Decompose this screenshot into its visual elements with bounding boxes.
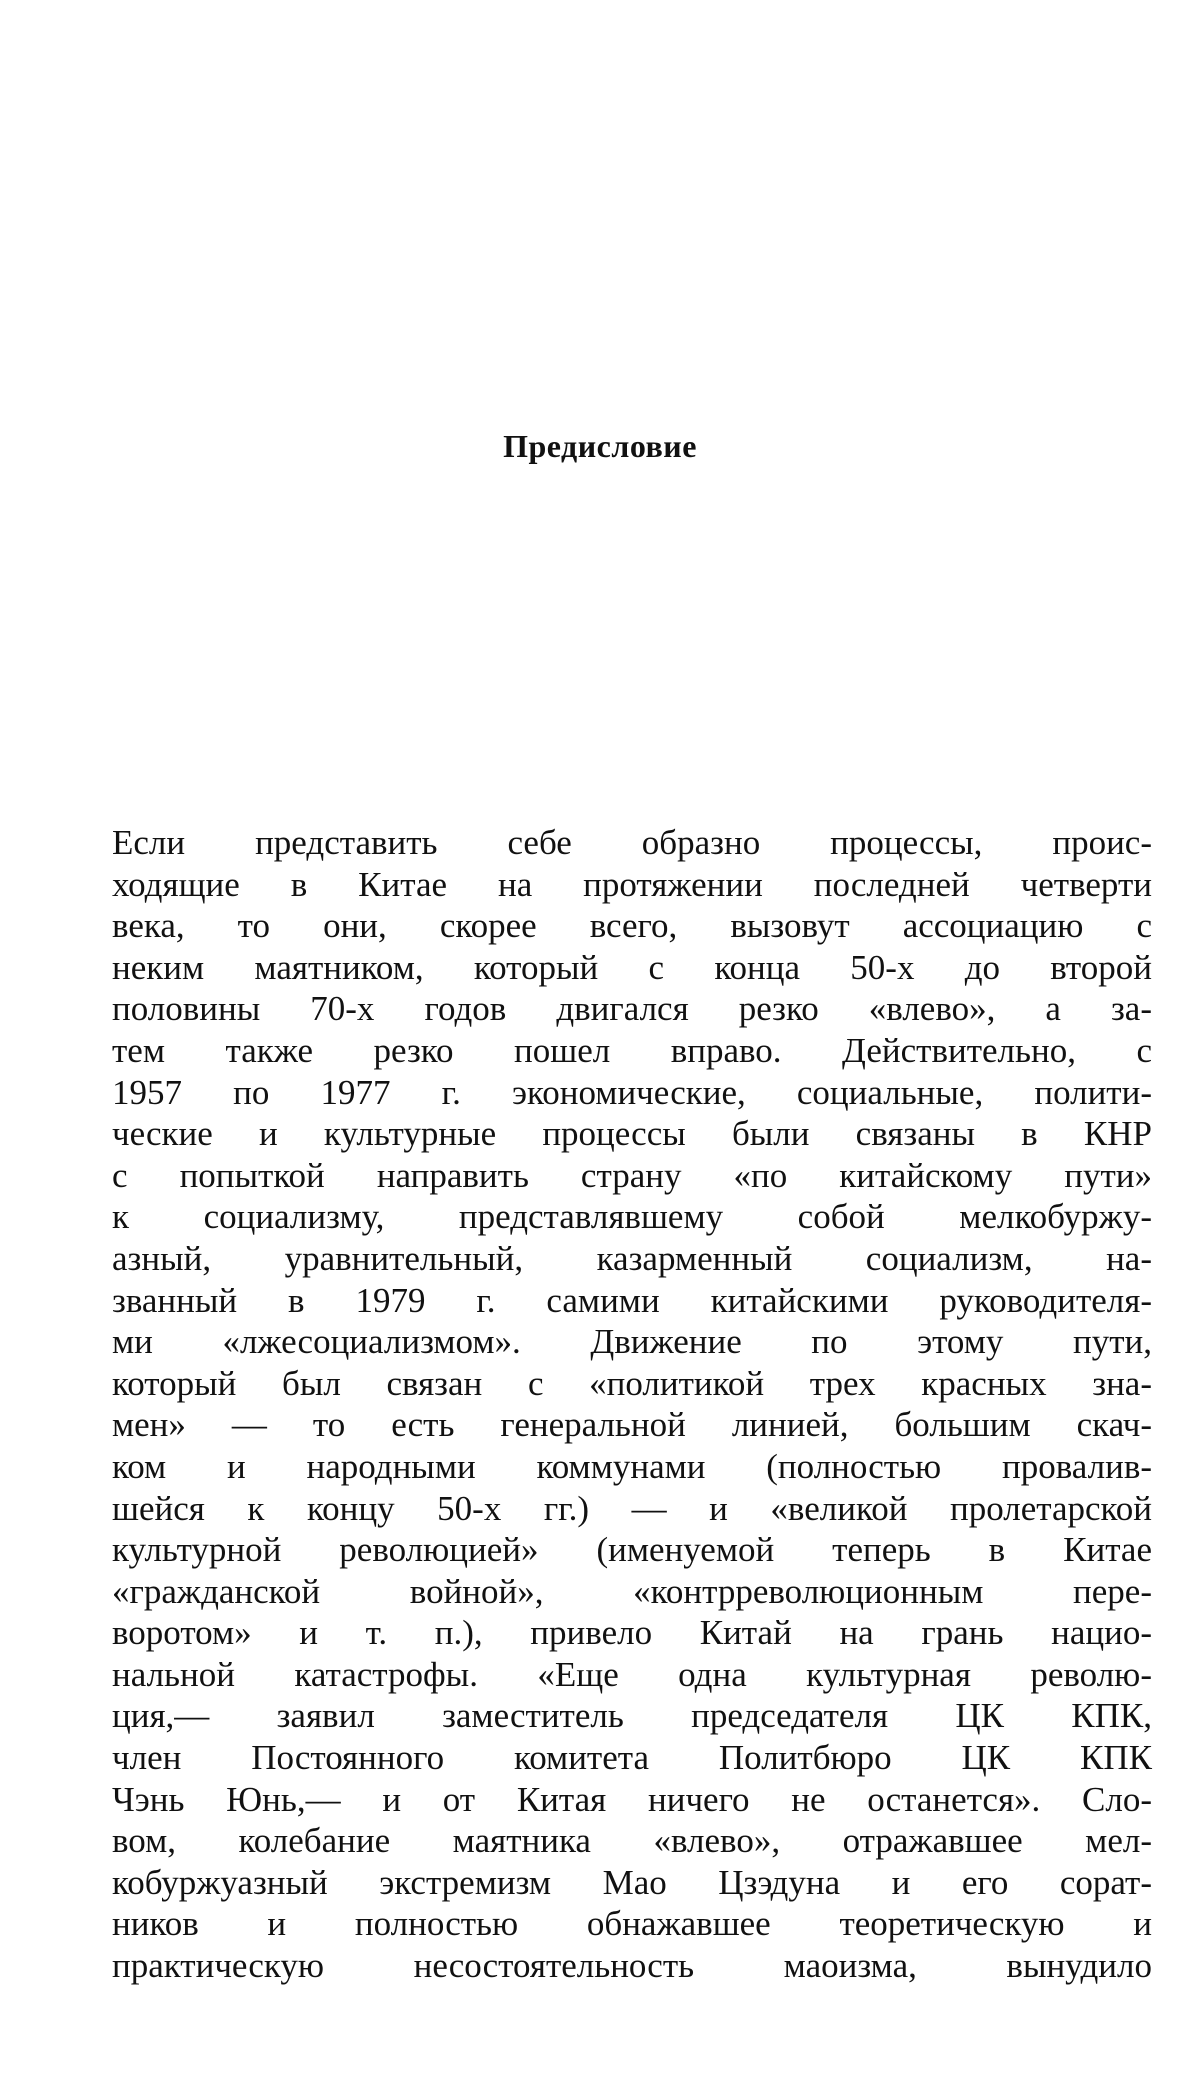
text-line: тем также резко пошел вправо. Действительно, с xyxy=(112,1030,1152,1070)
text-line: Если представить себе образно процессы, проис- xyxy=(112,823,1152,862)
text-line: неким маятником, который с конца 50-х до второй xyxy=(112,947,1152,987)
text-line: нальной катастрофы. «Еще одна культурная револю- xyxy=(112,1654,1152,1694)
text-line: века, то они, скорее всего, вызовут ассоциацию с xyxy=(112,906,1152,946)
page-title: Предисловие xyxy=(503,428,697,464)
text-line: «гражданской войной», «контрреволюционным пере- xyxy=(112,1571,1152,1611)
text-line: ком и народными коммунами (полностью провалив- xyxy=(112,1446,1152,1486)
text-line: ция,— заявил заместитель председателя ЦК КПК, xyxy=(112,1696,1152,1736)
text-line: который был связан с «политикой трех красных зна- xyxy=(112,1363,1152,1403)
text-line: 1957 по 1977 г. экономические, социальные, полити- xyxy=(112,1072,1152,1112)
text-line: ческие и культурные процессы были связаны в КНР xyxy=(112,1114,1152,1154)
text-line: к социализму, представлявшему собой мелкобуржу- xyxy=(112,1197,1152,1237)
text-line: воротом» и т. п.), привело Китай на грань нацио- xyxy=(112,1613,1152,1653)
text-line: Чэнь Юнь,— и от Китая ничего не останется». Сло- xyxy=(112,1779,1152,1819)
text-line: мен» — то есть генеральной линией, большим скач- xyxy=(112,1405,1152,1445)
text-line: ми «лжесоциализмом». Движение по этому пути, xyxy=(112,1322,1152,1362)
text-line: культурной революцией» (именуемой теперь в Китае xyxy=(112,1530,1152,1570)
text-line: ходящие в Китае на протяжении последней четверти xyxy=(112,864,1152,904)
text-line: азный, уравнительный, казарменный социализм, на- xyxy=(112,1238,1152,1278)
body-paragraph xyxy=(112,822,1152,1987)
text-line: с попыткой направить страну «по китайскому пути» xyxy=(112,1155,1152,1195)
text-line: вом, колебание маятника «влево», отражавшее мел- xyxy=(112,1821,1152,1861)
text-line: половины 70-х годов двигался резко «влево», а за- xyxy=(112,989,1152,1029)
text-line: званный в 1979 г. самими китайскими руководителя- xyxy=(112,1280,1152,1320)
text-line: ников и полностью обнажавшее теоретическую и xyxy=(112,1904,1152,1944)
text-line: кобуржуазный экстремизм Мао Цзэдуна и его сорат- xyxy=(112,1862,1152,1902)
text-line: член Постоянного комитета Политбюро ЦК КПК xyxy=(112,1738,1152,1778)
text-line: практическую несостоятельность маоизма, вынудило xyxy=(112,1946,1152,1986)
text-line: шейся к концу 50-х гг.) — и «великой пролетарской xyxy=(112,1488,1152,1528)
